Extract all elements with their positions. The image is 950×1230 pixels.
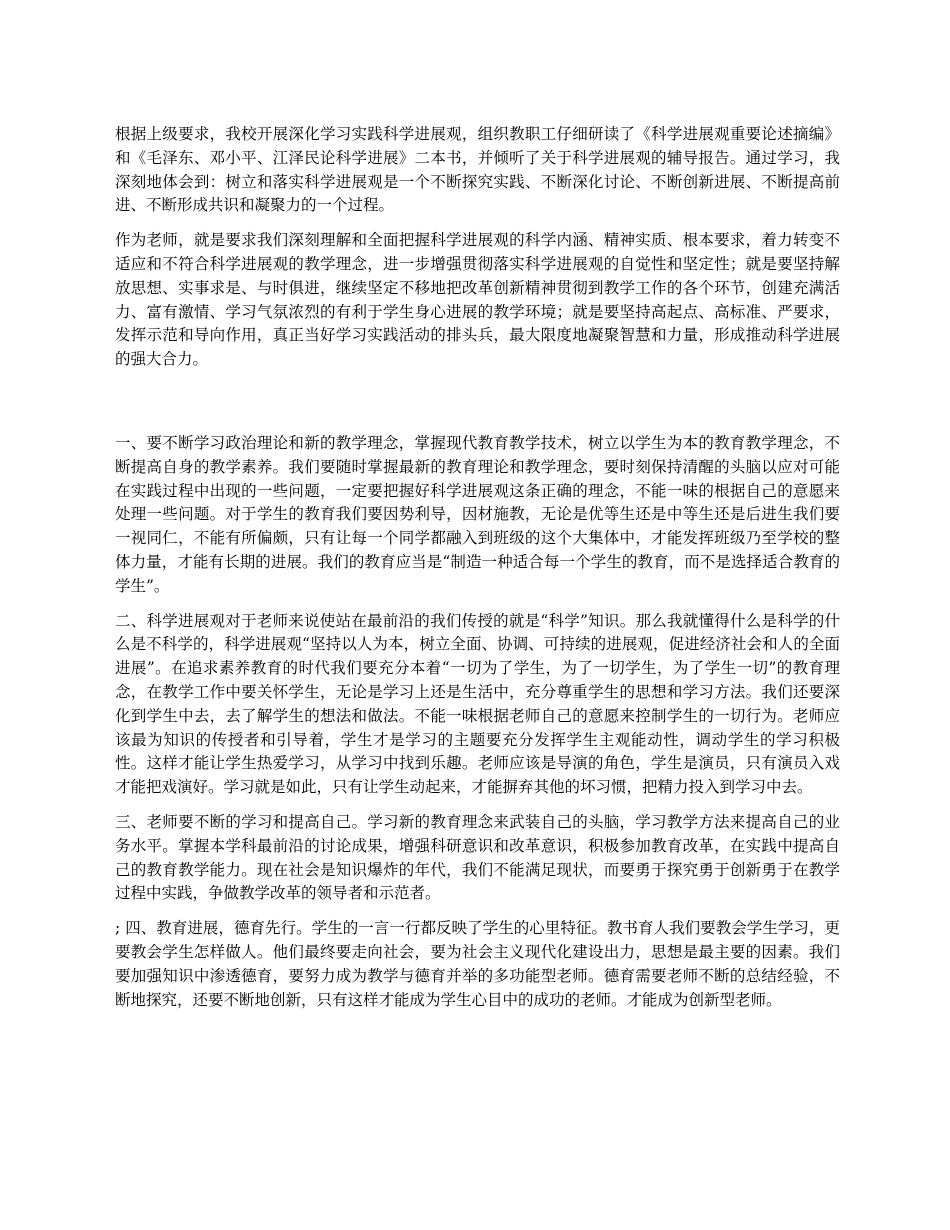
intro-paragraph: 根据上级要求，我校开展深化学习实践科学进展观，组织教职工仔细研读了《科学进展观重要论述摘编》和《毛泽东、邓小平、江泽民论科学进展》二本书，并倾听了关于科学进展观的辅导报告。通过学习，我深刻地体会到：树立和落实科学进展观是一个不断探究实践、不断深化讨论、不断创新进展、不断提高前进、不断形成共识和凝聚力的一个过程。 xyxy=(115,125,840,215)
point-three-paragraph: 三、老师要不断的学习和提高自己。学习新的教育理念来武装自己的头脑，学习教学方法来提高自己的业务水平。掌握本学科最前沿的讨论成果，增强科研意识和改革意识，积极参加教育改革，在实践中提高自己的教育教学能力。现在社会是知识爆炸的年代，我们不能满足现状，而要勇于探究勇于创新勇于在教学过程中实践，争做教学改革的领导者和示范者。 xyxy=(115,812,840,903)
point-one-paragraph: 一、要不断学习政治理论和新的教学理念，掌握现代教育教学技术，树立以学生为本的教育教学理念，不断提高自身的教学素养。我们要随时掌握最新的教育理论和教学理念，要时刻保持清醒的头脑以应对可能在实践过程中出现的一些问题，一定要把握好科学进展观这条正确的理念，不能一味的根据自己的意愿来处理一些问题。对于学生的教育我们要因势利导，因材施教，无论是优等生还是中等生还是后进生我们要一视同仁，不能有所偏颇，只有让每一个同学都融入到班级的这个大集体中，才能发挥班级乃至学校的整体力量，才能有长期的进展。我们的教育应当是“制造一种适合每一个学生的教育，而不是选择适合教育的学生”。 xyxy=(115,433,840,595)
teacher-role-paragraph: 作为老师，就是要求我们深刻理解和全面把握科学进展观的科学内涵、精神实质、根本要求，着力转变不适应和不符合科学进展观的教学理念，进一步增强贯彻落实科学进展观的自觉性和坚定性；就是要坚持解放思想、实事求是、与时俱进，继续坚定不移地把改革创新精神贯彻到教学工作的各个环节，创建充满活力、富有激情、学习气氛浓烈的有利于学生身心进展的教学环境；就是要坚持高起点、高标准、严要求，发挥示范和导向作用，真正当好学习实践活动的排头兵，最大限度地凝聚智慧和力量，形成推动科学进展的强大合力。 xyxy=(115,231,840,369)
point-two-paragraph: 二、科学进展观对于老师来说使站在最前沿的我们传授的就是“科学”知识。那么我就懂得什么是科学的什么是不科学的，科学进展观“坚持以人为本，树立全面、协调、可持续的进展观，促进经济社会和人的全面进展”。在追求素养教育的时代我们要充分本着“一切为了学生，为了一切学生，为了学生一切”的教育理念，在教学工作中要关怀学生，无论是学习上还是生活中，充分尊重学生的思想和学习方法。我们还要深化到学生中去，去了解学生的想法和做法。不能一味根据老师自己的意愿来控制学生的一切行为。老师应该最为知识的传授者和引导着，学生才是学习的主题要充分发挥学生主观能动性，调动学生的学习积极性。这样才能让学生热爱学习，从学习中找到乐趣。老师应该是导演的角色，学生是演员，只有演员入戏才能把戏演好。学习就是如此，只有让学生动起来，才能摒弃其他的坏习惯，把精力投入到学习中去。 xyxy=(115,611,840,797)
point-four-paragraph: ; 四、教育进展，德育先行。学生的一言一行都反映了学生的心里特征。教书育人我们要教会学生学习，更要教会学生怎样做人。他们最终要走向社会，要为社会主义现代化建设出力，思想是最主要的因素。我们要加强知识中渗透德育，要努力成为教学与德育并举的多功能型老师。德育需要老师不断的总结经验，不断地探究，还要不断地创新，只有这样才能成为学生心目中的成功的老师。才能成为创新型老师。 xyxy=(115,919,840,1009)
section-spacer xyxy=(115,383,840,432)
document-body xyxy=(115,123,840,1023)
